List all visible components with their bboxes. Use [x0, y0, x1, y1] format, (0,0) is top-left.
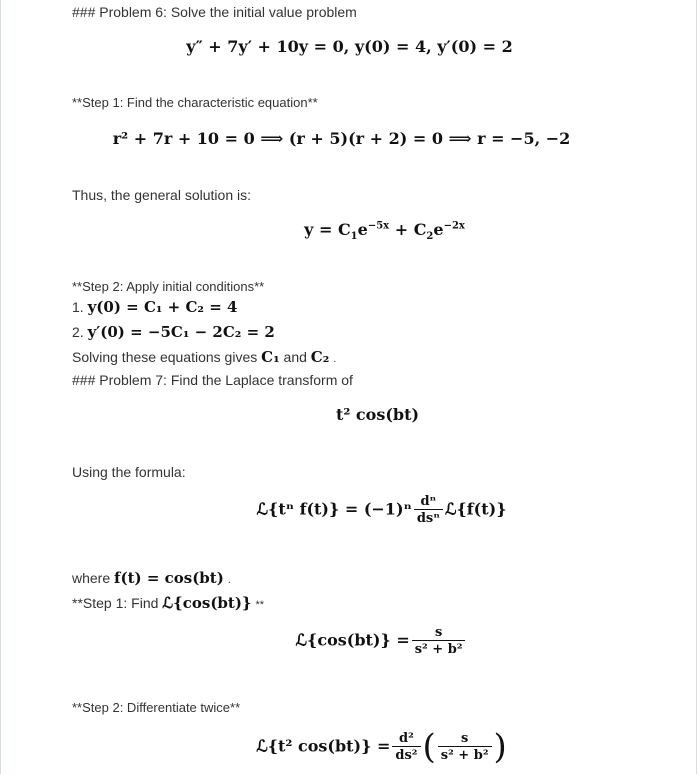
diff-op-den: ds²	[392, 746, 420, 763]
gs-plus: + C	[389, 220, 427, 239]
gs-sub1: 1	[350, 231, 358, 243]
condition-1-number: 1.	[72, 299, 84, 315]
problem-7-step-2: **Step 2: Differentiate twice**	[72, 700, 241, 715]
differentiate-expression	[33, 727, 699, 767]
p7-step1-equation: ℒ{cos(bt)}	[162, 594, 252, 612]
diff-right-paren: )	[493, 727, 507, 767]
solving-sentence	[72, 348, 336, 368]
laplace-derivative-formula	[33, 494, 699, 526]
diff-inner-fraction	[438, 731, 492, 763]
step-1-heading: **Step 1: Find the characteristic equation**	[72, 95, 318, 110]
constant-c2: C₂	[310, 348, 330, 366]
where-equation: f(t) = cos(bt)	[114, 569, 224, 587]
where-sentence	[72, 569, 231, 589]
solving-text: Solving these equations gives	[72, 349, 258, 365]
diff-inner-num: s	[460, 731, 469, 746]
general-solution-intro: Thus, the general solution is:	[72, 187, 251, 203]
cos-transform-num: s	[434, 625, 443, 640]
step-2-heading: **Step 2: Apply initial conditions**	[72, 279, 265, 294]
diff-left-paren: (	[422, 727, 436, 767]
problem-6-heading: ### Problem 6: Solve the initial value problem	[72, 4, 357, 20]
formula-derivative-fraction	[414, 494, 443, 526]
formula-intro: Using the formula:	[72, 464, 186, 480]
p7-step1-suffix: **	[255, 599, 265, 611]
where-period: .	[227, 574, 231, 586]
constant-c1: C₁	[261, 348, 280, 366]
solving-and: and	[283, 349, 307, 365]
gs-exp1: −5x	[367, 220, 390, 232]
gs-e2: e	[433, 220, 444, 239]
p7-step1-text: **Step 1: Find	[72, 595, 159, 611]
formula-lhs: ℒ{tⁿ f(t)} = (−1)ⁿ	[256, 499, 412, 519]
solving-period: .	[333, 353, 337, 365]
problem-6-equation: y″ + 7y′ + 10y = 0, y(0) = 4, y′(0) = 2	[186, 37, 513, 56]
cos-transform-lhs: ℒ{cos(bt)} =	[295, 630, 410, 650]
characteristic-equation: r² + 7r + 10 = 0 ⟹ (r + 5)(r + 2) = 0 ⟹ r = −5, −2	[112, 129, 571, 148]
gs-exp2: −2x	[443, 220, 465, 232]
diff-operator-fraction	[392, 731, 420, 763]
condition-2-number: 2.	[72, 324, 84, 340]
gs-lhs: y = C	[304, 220, 351, 239]
general-solution	[36, 220, 699, 242]
formula-frac-den: dsⁿ	[414, 509, 443, 526]
condition-2-equation: y′(0) = −5C₁ − 2C₂ = 2	[87, 323, 275, 341]
diff-inner-den: s² + b²	[438, 746, 492, 763]
formula-rhs: ℒ{f(t)}	[444, 499, 507, 519]
cos-transform-den: s² + b²	[412, 640, 466, 657]
condition-2	[72, 323, 275, 341]
condition-1	[72, 298, 237, 316]
gs-sub2: 2	[426, 231, 434, 243]
problem-7-step-1	[72, 594, 264, 614]
problem-7-expression: t² cos(bt)	[335, 405, 420, 424]
where-text: where	[72, 570, 111, 586]
cos-laplace-transform	[33, 625, 699, 657]
problem-7-heading: ### Problem 7: Find the Laplace transform of	[72, 372, 353, 388]
cos-transform-fraction	[412, 625, 466, 657]
condition-1-equation: y(0) = C₁ + C₂ = 4	[87, 298, 238, 316]
diff-op-num: d²	[399, 731, 414, 746]
diff-lhs: ℒ{t² cos(bt)} =	[256, 736, 391, 756]
formula-frac-num: dⁿ	[420, 494, 437, 509]
gs-e1: e	[357, 220, 368, 239]
